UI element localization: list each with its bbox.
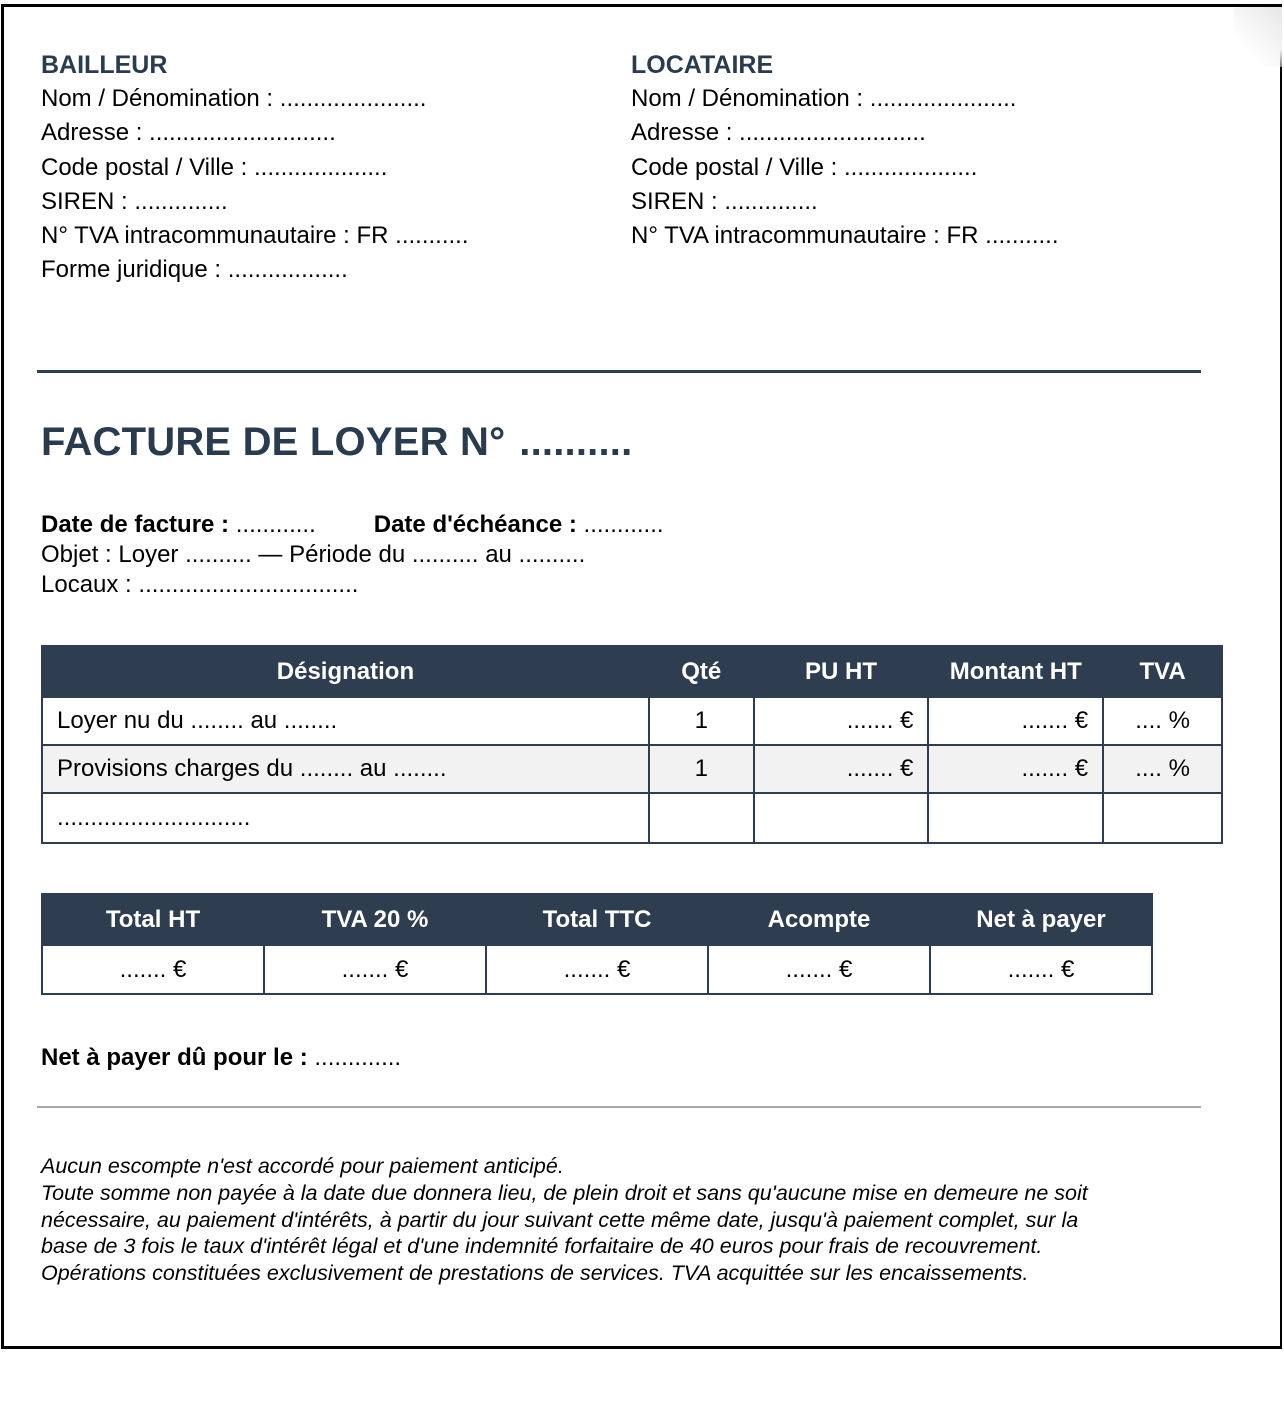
table-row <box>42 793 1222 843</box>
row-designation: Loyer nu du ........ au ........ <box>42 697 649 745</box>
bailleur-address: Adresse : ............................ <box>41 119 336 147</box>
payment-due-value: ............. <box>314 1044 402 1071</box>
row-vat <box>1103 793 1222 843</box>
col-quantity: Qté <box>649 646 754 697</box>
page-corner-shadow <box>1234 7 1282 67</box>
invoice-date-label: Date de facture : <box>41 511 230 538</box>
bailleur-vat: N° TVA intracommunautaire : FR ........... <box>41 222 469 250</box>
invoice-title-label: FACTURE DE LOYER N° <box>41 420 506 464</box>
locataire-vat: N° TVA intracommunautaire : FR ........... <box>631 222 1059 250</box>
invoice-object: Objet : Loyer .......... — Période du .......... au .......... <box>41 541 586 568</box>
payment-due-label: Net à payer dû pour le : <box>41 1044 308 1071</box>
payment-due <box>41 1044 401 1072</box>
locataire-heading: LOCATAIRE <box>631 51 774 79</box>
note-line: nécessaire, au paiement d'intérêts, à partir du jour suivant cette même date, jusqu'à paiement complet, sur la <box>41 1207 1079 1232</box>
invoice-number: .......... <box>519 420 633 464</box>
table-row <box>42 745 1222 793</box>
row-designation: Provisions charges du ........ au ........ <box>42 745 649 793</box>
invoice-dates <box>41 510 664 540</box>
row-amount: ....... € <box>928 697 1103 745</box>
row-amount <box>928 793 1103 843</box>
totals-header-row <box>42 894 1152 945</box>
note-line: Opérations constituées exclusivement de prestations de services. TVA acquittée sur les encaissements. <box>41 1261 1029 1286</box>
row-vat: .... % <box>1103 697 1222 745</box>
note-line: Aucun escompte n'est accordé pour paiement anticipé. <box>41 1154 564 1178</box>
net-a-payer-value: ....... € <box>930 945 1152 994</box>
row-quantity: 1 <box>649 745 754 793</box>
tva-20-value: ....... € <box>264 945 486 994</box>
col-tva-20: TVA 20 % <box>264 894 486 945</box>
row-unit-price: ....... € <box>754 745 929 793</box>
note-line: base de 3 fois le taux d'intérêt légal et d'une indemnité forfaitaire de 40 euros pour frais de recouvrement. <box>41 1234 1043 1259</box>
bailleur-city: Code postal / Ville : .................... <box>41 153 388 181</box>
col-acompte: Acompte <box>708 894 930 945</box>
bailleur-heading: BAILLEUR <box>41 51 168 79</box>
total-ht-value: ....... € <box>42 945 264 994</box>
note-line: Toute somme non payée à la date due donnera lieu, de plein droit et sans qu'aucune mise en demeure ne soit <box>41 1180 1088 1205</box>
locataire-name: Nom / Dénomination : ...................... <box>631 85 1017 112</box>
bailleur-legal-form: Forme juridique : .................. <box>41 256 348 284</box>
acompte-value: ....... € <box>708 945 930 994</box>
invoice-due-value: ............ <box>583 511 664 538</box>
table-row <box>42 697 1222 745</box>
col-total-ht: Total HT <box>42 894 264 945</box>
col-designation: Désignation <box>42 646 649 697</box>
invoice-meta <box>41 510 664 600</box>
header-divider <box>37 370 1201 373</box>
invoice-premises: Locaux : ................................. <box>41 571 359 598</box>
totals-table <box>41 893 1153 995</box>
legal-notes <box>41 1153 1201 1287</box>
bailleur-name: Nom / Dénomination : ...................... <box>41 85 427 112</box>
total-ttc-value: ....... € <box>486 945 708 994</box>
row-vat: .... % <box>1103 745 1222 793</box>
col-amount: Montant HT <box>928 646 1103 697</box>
footer-divider <box>37 1106 1201 1108</box>
row-quantity <box>649 793 754 843</box>
col-vat: TVA <box>1103 646 1222 697</box>
bailleur-block <box>41 48 469 288</box>
invoice-date-value: ............ <box>235 511 316 538</box>
bailleur-siren: SIREN : .............. <box>41 187 228 215</box>
invoice-title <box>41 420 632 465</box>
locataire-city: Code postal / Ville : .................... <box>631 153 978 181</box>
row-quantity: 1 <box>649 697 754 745</box>
locataire-siren: SIREN : .............. <box>631 187 818 215</box>
line-items-header-row <box>42 646 1222 697</box>
invoice-due-label: Date d'échéance : <box>373 511 577 538</box>
row-amount: ....... € <box>928 745 1103 793</box>
row-unit-price: ....... € <box>754 697 929 745</box>
col-net-a-payer: Net à payer <box>930 894 1152 945</box>
totals-values-row <box>42 945 1152 994</box>
row-designation: ............................. <box>42 793 649 843</box>
col-unit-price: PU HT <box>754 646 929 697</box>
locataire-address: Adresse : ............................ <box>631 119 926 147</box>
col-total-ttc: Total TTC <box>486 894 708 945</box>
line-items-table <box>41 645 1223 844</box>
row-unit-price <box>754 793 929 843</box>
locataire-block <box>631 48 1059 253</box>
